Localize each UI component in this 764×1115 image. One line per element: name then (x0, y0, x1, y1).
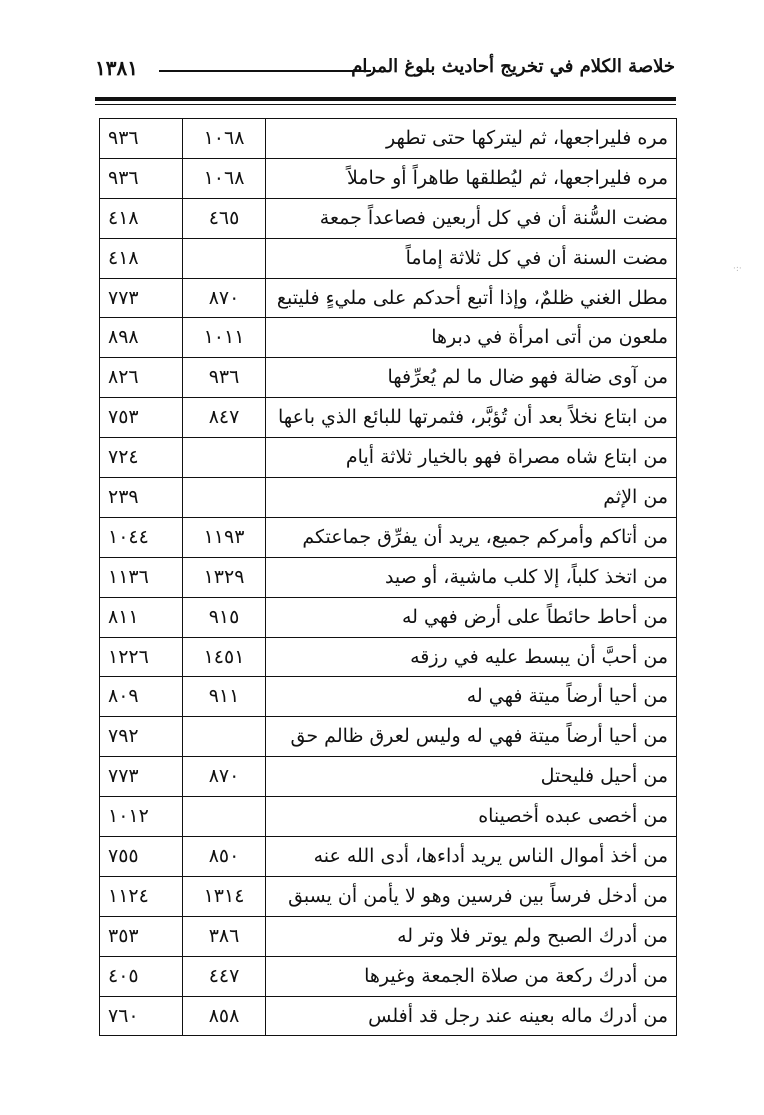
table-row (100, 956, 677, 996)
volume-page-cell (100, 158, 183, 198)
hadith-number-value: ١٠١١ (203, 326, 245, 349)
hadith-number-cell (183, 318, 266, 358)
running-title: خلاصة الكلام في تخريج أحاديث بلوغ المرام (351, 56, 675, 77)
volume-page-value: ٧٥٣ (108, 406, 139, 429)
hadith-number-value: ١٤٥١ (203, 645, 245, 668)
hadith-number-value: ٨٧٠ (208, 286, 240, 309)
header-divider-thin (95, 104, 676, 105)
table-row (100, 996, 677, 1036)
table-row (100, 438, 677, 478)
hadith-number-value: ١٣١٤ (203, 884, 245, 907)
volume-page-cell (100, 677, 183, 717)
volume-page-cell (100, 318, 183, 358)
hadith-text-cell: من اتخذ كلباً، إلا كلب ماشية، أو صيد (266, 557, 677, 597)
hadith-text-cell: من ابتاع شاه مصراة فهو بالخيار ثلاثة أيام (266, 438, 677, 478)
hadith-number-value: ٤٤٧ (208, 964, 240, 987)
hadith-number-value: ١٠٦٨ (203, 126, 245, 149)
hadith-text-cell: مره فليراجعها، ثم ليتركها حتى تطهر (266, 119, 677, 159)
volume-page-value: ٧٧٣ (108, 286, 139, 309)
volume-page-cell (100, 837, 183, 877)
table-row (100, 478, 677, 518)
hadith-number-cell (183, 876, 266, 916)
volume-page-value: ٤٠٥ (108, 964, 139, 987)
volume-page-cell (100, 557, 183, 597)
hadith-text-cell: من أدرك الصبح ولم يوتر فلا وتر له (266, 916, 677, 956)
hadith-text-cell: مطل الغني ظلمٌ، وإذا أتبع أحدكم على مليءٍ فليتبع (266, 278, 677, 318)
hadith-text-cell: من أخذ أموال الناس يريد أداءها، أدى الله عنه (266, 837, 677, 877)
hadith-number-cell (183, 158, 266, 198)
table-row (100, 797, 677, 837)
hadith-number-cell (183, 837, 266, 877)
table-row (100, 597, 677, 637)
hadith-number-cell (183, 278, 266, 318)
volume-page-value: ٨١١ (108, 605, 139, 628)
hadith-number-value: ٤٦٥ (208, 206, 240, 229)
table-row (100, 398, 677, 438)
volume-page-cell (100, 398, 183, 438)
table-row (100, 158, 677, 198)
hadith-text-cell: من أحيل فليحتل (266, 757, 677, 797)
volume-page-value: ٣٥٣ (108, 924, 139, 947)
table-row (100, 876, 677, 916)
table-row (100, 637, 677, 677)
table-row (100, 238, 677, 278)
volume-page-value: ٨٠٩ (108, 685, 139, 708)
hadith-text-cell: من أتاكم وأمركم جميع، يريد أن يفرِّق جماعتكم (266, 517, 677, 557)
hadith-number-cell (183, 119, 266, 159)
volume-page-cell (100, 119, 183, 159)
hadith-number-cell (183, 956, 266, 996)
volume-page-cell (100, 876, 183, 916)
scan-speck-mark: ·:· (733, 264, 742, 274)
table-row (100, 717, 677, 757)
volume-page-value: ١٠٤٤ (108, 525, 149, 548)
hadith-text-cell: من أخصى عبده أخصيناه (266, 797, 677, 837)
volume-page-cell (100, 438, 183, 478)
volume-page-value: ٤١٨ (108, 206, 139, 229)
volume-page-cell (100, 637, 183, 677)
hadith-number-cell (183, 398, 266, 438)
hadith-text-cell: من أحيا أرضاً ميتة فهي له (266, 677, 677, 717)
hadith-number-cell (183, 797, 266, 837)
volume-page-value: ٧٧٣ (108, 765, 139, 788)
volume-page-value: ٧٥٥ (108, 844, 139, 867)
hadith-number-cell (183, 996, 266, 1036)
volume-page-value: ١١٢٤ (108, 884, 149, 907)
page-header (95, 52, 675, 92)
hadith-number-value: ١١٩٣ (203, 525, 245, 548)
hadith-number-cell (183, 637, 266, 677)
table-row (100, 557, 677, 597)
hadith-number-cell (183, 478, 266, 518)
page-number: ١٣٨١ (95, 56, 138, 80)
hadith-text-cell: من أدرك ركعة من صلاة الجمعة وغيرها (266, 956, 677, 996)
table-row (100, 916, 677, 956)
volume-page-value: ٩٣٦ (108, 166, 139, 189)
volume-page-value: ٧٦٠ (108, 1004, 139, 1027)
hadith-text-cell: من ابتاع نخلاً بعد أن تُؤبَّر، فثمرتها للبائع الذي باعها (266, 398, 677, 438)
volume-page-value: ٢٣٩ (108, 485, 139, 508)
volume-page-cell (100, 996, 183, 1036)
table-row (100, 837, 677, 877)
volume-page-cell (100, 717, 183, 757)
hadith-number-value: ٨٧٠ (208, 765, 240, 788)
volume-page-value: ١٢٢٦ (108, 645, 149, 668)
table-row (100, 358, 677, 398)
hadith-number-value: ٣٨٦ (208, 924, 240, 947)
hadith-number-cell (183, 438, 266, 478)
hadith-number-cell (183, 198, 266, 238)
table-row (100, 278, 677, 318)
hadith-text-cell: من أحيا أرضاً ميتة فهي له وليس لعرق ظالم حق (266, 717, 677, 757)
volume-page-cell (100, 916, 183, 956)
volume-page-cell (100, 358, 183, 398)
hadith-number-value: ٩١١ (208, 685, 240, 708)
volume-page-cell (100, 956, 183, 996)
hadith-text-cell: مضت السنة أن في كل ثلاثة إماماً (266, 238, 677, 278)
hadith-text-cell: من الإثم (266, 478, 677, 518)
table-row (100, 318, 677, 358)
table-row (100, 757, 677, 797)
hadith-text-cell: مره فليراجعها، ثم ليُطلقها طاهراً أو حاملاً (266, 158, 677, 198)
volume-page-value: ٨٩٨ (108, 326, 139, 349)
volume-page-cell (100, 478, 183, 518)
header-divider-thick (95, 97, 676, 101)
volume-page-cell (100, 198, 183, 238)
table-row (100, 119, 677, 159)
table-row (100, 677, 677, 717)
hadith-number-cell (183, 238, 266, 278)
hadith-text-cell: من أحاط حائطاً على أرض فهي له (266, 597, 677, 637)
volume-page-value: ٧٩٢ (108, 725, 139, 748)
volume-page-value: ٧٢٤ (108, 446, 139, 469)
hadith-number-value: ٨٥٠ (208, 844, 240, 867)
volume-page-value: ٩٣٦ (108, 126, 139, 149)
volume-page-cell (100, 797, 183, 837)
hadith-text-cell: من أحبَّ أن يبسط عليه في رزقه (266, 637, 677, 677)
hadith-number-value: ٨٤٧ (208, 406, 240, 429)
volume-page-cell (100, 278, 183, 318)
volume-page-cell (100, 238, 183, 278)
volume-page-value: ٤١٨ (108, 246, 139, 269)
hadith-number-cell (183, 677, 266, 717)
hadith-index-table (99, 118, 677, 1036)
table-row (100, 198, 677, 238)
volume-page-value: ١٠١٢ (108, 805, 149, 828)
volume-page-cell (100, 597, 183, 637)
hadith-number-cell (183, 597, 266, 637)
hadith-number-cell (183, 757, 266, 797)
hadith-number-value: ١٣٢٩ (203, 565, 245, 588)
hadith-number-cell (183, 916, 266, 956)
hadith-number-cell (183, 358, 266, 398)
hadith-text-cell: من آوى ضالة فهو ضال ما لم يُعرِّفها (266, 358, 677, 398)
hadith-text-cell: من أدرك ماله بعينه عند رجل قد أفلس (266, 996, 677, 1036)
volume-page-cell (100, 757, 183, 797)
hadith-number-value: ٩٣٦ (208, 366, 240, 389)
volume-page-value: ١١٣٦ (108, 565, 149, 588)
hadith-text-cell: ملعون من أتى امرأة في دبرها (266, 318, 677, 358)
hadith-number-cell (183, 517, 266, 557)
hadith-text-cell: مضت السُّنة أن في كل أربعين فصاعداً جمعة (266, 198, 677, 238)
hadith-number-value: ٨٥٨ (208, 1004, 240, 1027)
table-row (100, 517, 677, 557)
volume-page-value: ٨٢٦ (108, 366, 139, 389)
header-rule (159, 70, 371, 72)
hadith-text-cell: من أدخل فرساً بين فرسين وهو لا يأمن أن يسبق (266, 876, 677, 916)
hadith-number-cell (183, 717, 266, 757)
hadith-number-value: ٩١٥ (208, 605, 240, 628)
hadith-number-value: ١٠٦٨ (203, 166, 245, 189)
volume-page-cell (100, 517, 183, 557)
hadith-number-cell (183, 557, 266, 597)
